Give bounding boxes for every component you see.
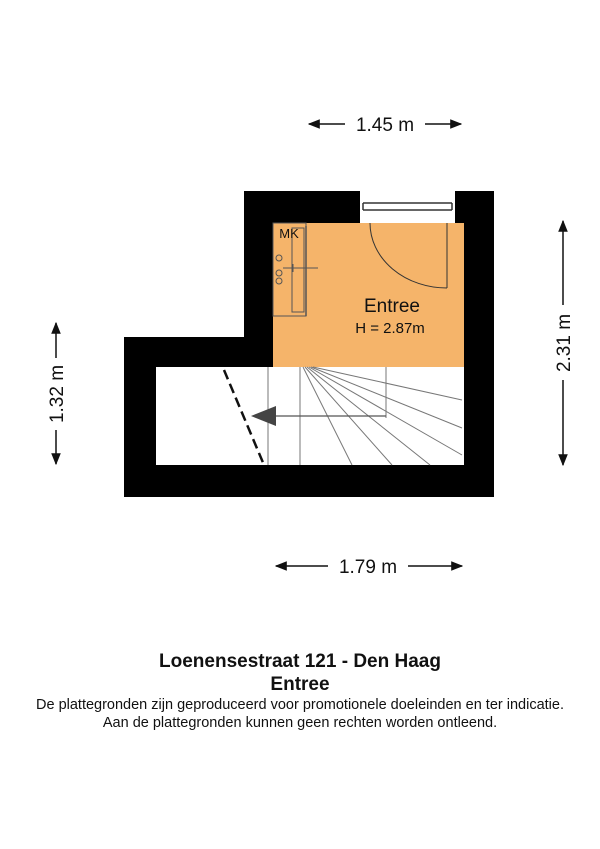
address-title: Loenensestraat 121 - Den Haag [159,651,441,672]
dim-top-width: 1.45 m [355,115,415,136]
meter-cupboard-label: MK [279,226,299,241]
dim-left-height: 1.32 m [47,364,68,424]
footer [0,650,600,732]
disclaimer-line-2: Aan de plattegronden kunnen geen rechten worden ontleend. [102,715,498,731]
dim-right-height: 2.31 m [554,313,575,373]
dim-bottom-width: 1.79 m [338,557,398,578]
floor-title: Entree [270,674,330,695]
room-height: H = 2.87m [355,320,425,337]
window-opening [360,191,455,223]
room-name: Entree [364,296,420,317]
disclaimer-line-1: De plattegronden zijn geproduceerd voor promotionele doeleinden en ter indicatie. [36,697,564,713]
